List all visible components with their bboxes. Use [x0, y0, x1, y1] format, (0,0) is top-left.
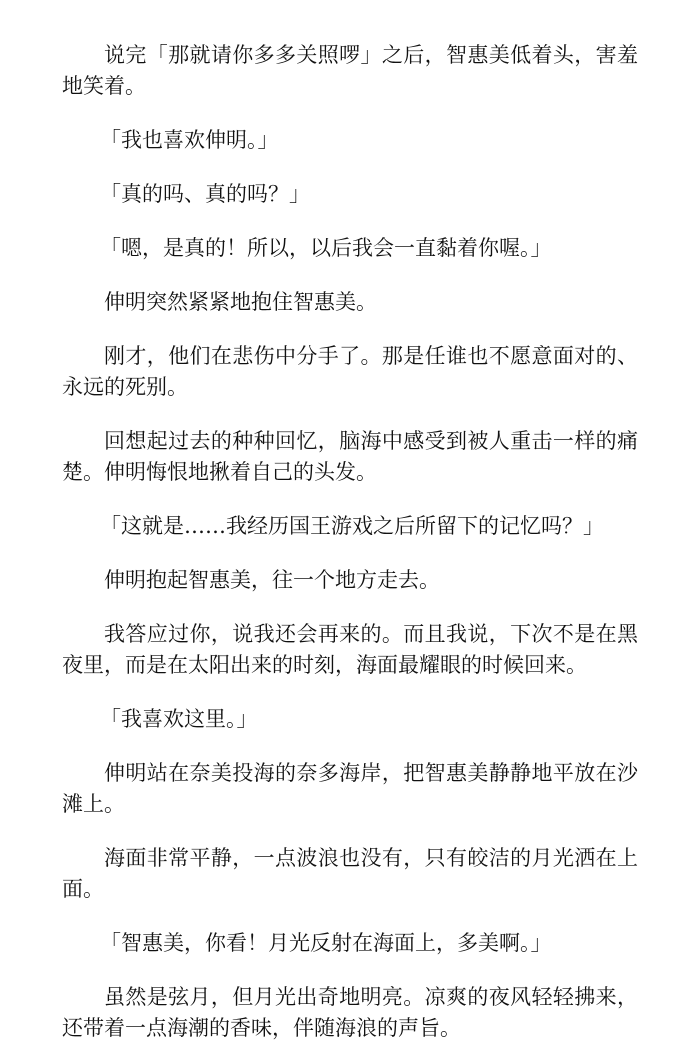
paragraph: 海面非常平静，一点波浪也没有，只有皎洁的月光洒在上面。 — [62, 846, 638, 901]
paragraph: 刚才，他们在悲伤中分手了。那是任谁也不愿意面对的、永远的死别。 — [62, 344, 638, 399]
paragraph: 伸明突然紧紧地抱住智惠美。 — [104, 290, 377, 314]
paragraph: 虽然是弦月，但月光出奇地明亮。凉爽的夜风轻轻拂来，还带着一点海潮的香味，伴随海浪的声旨。 — [62, 985, 638, 1040]
paragraph: 我答应过你，说我还会再来的。而且我说，下次不是在黑夜里，而是在太阳出来的时刻，海面最耀眼的时候回来。 — [62, 622, 638, 677]
paragraph: 说完「那就请你多多关照啰」之后，智惠美低着头，害羞地笑着。 — [62, 43, 638, 98]
paragraph-quote: 「智惠美，你看！月光反射在海面上，多美啊。」 — [100, 931, 552, 955]
paragraph: 伸明站在奈美投海的奈多海岸，把智惠美静静地平放在沙滩上。 — [62, 761, 638, 816]
paragraph: 伸明抱起智惠美，往一个地方走去。 — [104, 568, 440, 592]
paragraph-quote: 「我喜欢这里。」 — [100, 707, 258, 731]
paragraph: 回想起过去的种种回忆，脑海中感受到被人重击一样的痛楚。伸明悔恨地揪着自己的头发。 — [62, 429, 638, 484]
paragraph-quote: 「嗯，是真的！所以，以后我会一直黏着你喔。」 — [100, 236, 552, 260]
paragraph-quote: 「我也喜欢伸明。」 — [100, 128, 279, 152]
paragraph-quote: 「真的吗、真的吗？」 — [100, 182, 310, 206]
paragraph-quote: 「这就是……我经历国王游戏之后所留下的记忆吗？」 — [100, 514, 604, 538]
